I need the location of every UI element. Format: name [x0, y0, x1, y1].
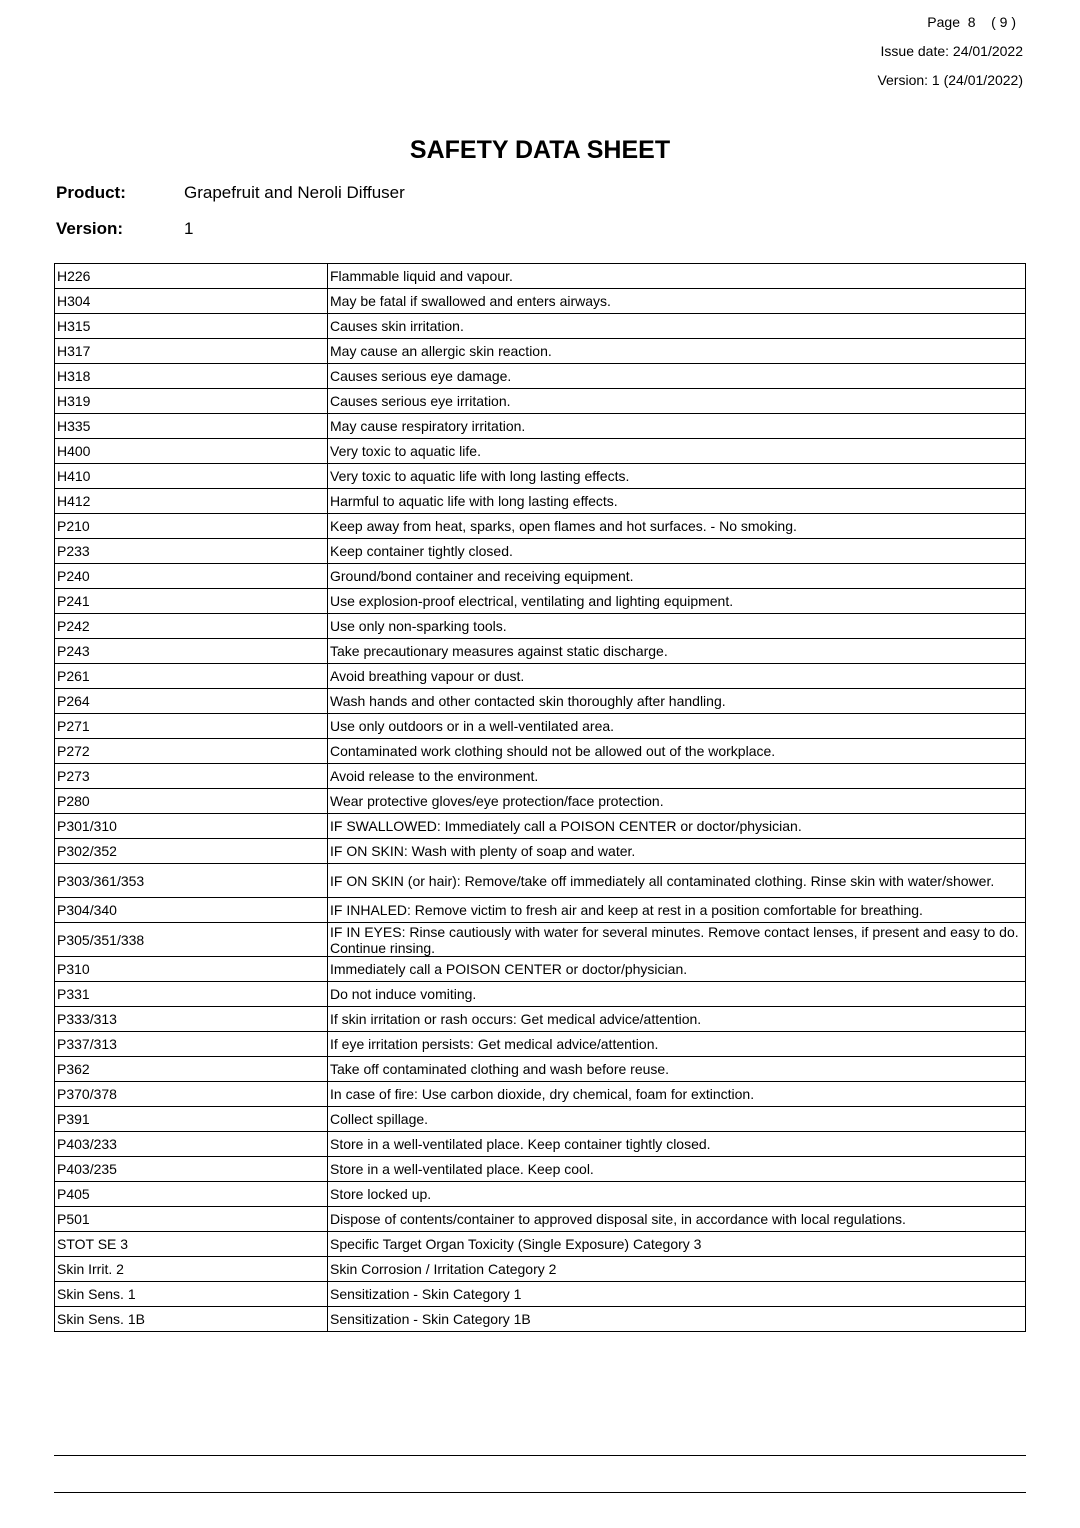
table-row — [55, 1182, 1026, 1207]
table-row — [55, 389, 1026, 414]
statement-text: Causes serious eye damage. — [328, 364, 1026, 389]
statement-code: H304 — [55, 289, 328, 314]
statement-code: P304/340 — [55, 898, 328, 923]
hazard-statements-table — [54, 263, 1026, 1332]
statement-text: Wear protective gloves/eye protection/face protection. — [328, 789, 1026, 814]
statement-text: IF IN EYES: Rinse cautiously with water for several minutes. Remove contact lenses, if present and easy to do. Continue rinsing. — [328, 923, 1026, 957]
statement-text: Very toxic to aquatic life with long lasting effects. — [328, 464, 1026, 489]
statement-code: P391 — [55, 1107, 328, 1132]
statement-text: Avoid release to the environment. — [328, 764, 1026, 789]
statement-text: Flammable liquid and vapour. — [328, 264, 1026, 289]
table-row — [55, 439, 1026, 464]
statement-text: IF INHALED: Remove victim to fresh air and keep at rest in a position comfortable for breathing. — [328, 898, 1026, 923]
statement-code: P273 — [55, 764, 328, 789]
statement-code: P242 — [55, 614, 328, 639]
statement-text: Dispose of contents/container to approved disposal site, in accordance with local regulations. — [328, 1207, 1026, 1232]
table-row — [55, 739, 1026, 764]
table-row — [55, 464, 1026, 489]
table-row — [55, 689, 1026, 714]
statement-code: P331 — [55, 982, 328, 1007]
statement-code: H317 — [55, 339, 328, 364]
statement-text: Sensitization - Skin Category 1 — [328, 1282, 1026, 1307]
statement-code: P280 — [55, 789, 328, 814]
statement-code: P210 — [55, 514, 328, 539]
statement-text: Immediately call a POISON CENTER or doctor/physician. — [328, 957, 1026, 982]
statement-text: Avoid breathing vapour or dust. — [328, 664, 1026, 689]
statement-text: Wash hands and other contacted skin thoroughly after handling. — [328, 689, 1026, 714]
table-row — [55, 1157, 1026, 1182]
footer-divider-top — [54, 1455, 1026, 1456]
statement-text: May cause an allergic skin reaction. — [328, 339, 1026, 364]
table-row — [55, 539, 1026, 564]
statement-code: P302/352 — [55, 839, 328, 864]
statement-text: Use only non-sparking tools. — [328, 614, 1026, 639]
statement-code: H318 — [55, 364, 328, 389]
statement-code: P261 — [55, 664, 328, 689]
version-date: Version: 1 (24/01/2022) — [877, 72, 1023, 88]
table-row — [55, 639, 1026, 664]
table-row — [55, 1232, 1026, 1257]
statement-code: H315 — [55, 314, 328, 339]
statement-text: If eye irritation persists: Get medical advice/attention. — [328, 1032, 1026, 1057]
table-row — [55, 514, 1026, 539]
table-row — [55, 339, 1026, 364]
statement-code: P272 — [55, 739, 328, 764]
table-row — [55, 1107, 1026, 1132]
table-row — [55, 714, 1026, 739]
statement-code: P310 — [55, 957, 328, 982]
statement-text: Use only outdoors or in a well-ventilated area. — [328, 714, 1026, 739]
statement-text: IF ON SKIN: Wash with plenty of soap and water. — [328, 839, 1026, 864]
statement-code: P243 — [55, 639, 328, 664]
statement-code: P264 — [55, 689, 328, 714]
table-row — [55, 898, 1026, 923]
statement-code: P362 — [55, 1057, 328, 1082]
statement-text: Collect spillage. — [328, 1107, 1026, 1132]
statement-code: H335 — [55, 414, 328, 439]
statement-text: IF ON SKIN (or hair): Remove/take off immediately all contaminated clothing. Rinse skin with water/shower. — [328, 864, 1026, 898]
table-row — [55, 864, 1026, 898]
table-row — [55, 264, 1026, 289]
statement-text: Ground/bond container and receiving equipment. — [328, 564, 1026, 589]
table-row — [55, 564, 1026, 589]
statement-text: Store locked up. — [328, 1182, 1026, 1207]
table-row — [55, 982, 1026, 1007]
issue-date: Issue date: 24/01/2022 — [880, 43, 1023, 59]
statement-code: H412 — [55, 489, 328, 514]
table-row — [55, 1032, 1026, 1057]
statement-text: Contaminated work clothing should not be allowed out of the workplace. — [328, 739, 1026, 764]
statement-code: H410 — [55, 464, 328, 489]
statement-code: P370/378 — [55, 1082, 328, 1107]
statement-text: IF SWALLOWED: Immediately call a POISON CENTER or doctor/physician. — [328, 814, 1026, 839]
statement-text: Sensitization - Skin Category 1B — [328, 1307, 1026, 1332]
statement-code: P337/313 — [55, 1032, 328, 1057]
table-row — [55, 414, 1026, 439]
statement-text: Keep container tightly closed. — [328, 539, 1026, 564]
statement-code: P240 — [55, 564, 328, 589]
statement-code: P403/233 — [55, 1132, 328, 1157]
table-row — [55, 289, 1026, 314]
table-row — [55, 814, 1026, 839]
document-title: SAFETY DATA SHEET — [409, 136, 671, 164]
statement-code: H400 — [55, 439, 328, 464]
statement-code: P271 — [55, 714, 328, 739]
table-row — [55, 664, 1026, 689]
table-row — [55, 314, 1026, 339]
statement-code: P305/351/338 — [55, 923, 328, 957]
table-row — [55, 789, 1026, 814]
statement-text: Specific Target Organ Toxicity (Single Exposure) Category 3 — [328, 1232, 1026, 1257]
table-row — [55, 1082, 1026, 1107]
statement-text: Very toxic to aquatic life. — [328, 439, 1026, 464]
statement-text: Do not induce vomiting. — [328, 982, 1026, 1007]
version-label: Version: — [56, 219, 124, 238]
hazard-statements-body — [55, 264, 1026, 1332]
statement-text: Store in a well-ventilated place. Keep cool. — [328, 1157, 1026, 1182]
statement-code: P405 — [55, 1182, 328, 1207]
statement-text: If skin irritation or rash occurs: Get medical advice/attention. — [328, 1007, 1026, 1032]
statement-code: P241 — [55, 589, 328, 614]
statement-text: Keep away from heat, sparks, open flames and hot surfaces. - No smoking. — [328, 514, 1026, 539]
statement-code: P501 — [55, 1207, 328, 1232]
statement-code: H319 — [55, 389, 328, 414]
statement-text: In case of fire: Use carbon dioxide, dry chemical, foam for extinction. — [328, 1082, 1026, 1107]
statement-text: Take off contaminated clothing and wash before reuse. — [328, 1057, 1026, 1082]
statement-text: Store in a well-ventilated place. Keep container tightly closed. — [328, 1132, 1026, 1157]
statement-text: Causes serious eye irritation. — [328, 389, 1026, 414]
statement-text: Harmful to aquatic life with long lasting effects. — [328, 489, 1026, 514]
statement-text: Take precautionary measures against static discharge. — [328, 639, 1026, 664]
table-row — [55, 1282, 1026, 1307]
statement-text: Causes skin irritation. — [328, 314, 1026, 339]
statement-code: Skin Sens. 1 — [55, 1282, 328, 1307]
statement-text: Skin Corrosion / Irritation Category 2 — [328, 1257, 1026, 1282]
table-row — [55, 839, 1026, 864]
table-row — [55, 489, 1026, 514]
footer-divider-bottom — [54, 1492, 1026, 1493]
table-row — [55, 589, 1026, 614]
table-row — [55, 1207, 1026, 1232]
statement-code: Skin Sens. 1B — [55, 1307, 328, 1332]
statement-code: Skin Irrit. 2 — [55, 1257, 328, 1282]
table-row — [55, 614, 1026, 639]
table-row — [55, 1132, 1026, 1157]
table-row — [55, 764, 1026, 789]
table-row — [55, 1257, 1026, 1282]
statement-code: P301/310 — [55, 814, 328, 839]
statement-code: P303/361/353 — [55, 864, 328, 898]
statement-code: H226 — [55, 264, 328, 289]
statement-code: P333/313 — [55, 1007, 328, 1032]
table-row — [55, 957, 1026, 982]
statement-text: May cause respiratory irritation. — [328, 414, 1026, 439]
statement-code: P233 — [55, 539, 328, 564]
table-row — [55, 923, 1026, 957]
statement-text: Use explosion-proof electrical, ventilating and lighting equipment. — [328, 589, 1026, 614]
table-row — [55, 1057, 1026, 1082]
product-label: Product: — [56, 183, 126, 202]
statement-text: May be fatal if swallowed and enters airways. — [328, 289, 1026, 314]
statement-code: STOT SE 3 — [55, 1232, 328, 1257]
table-row — [55, 1007, 1026, 1032]
table-row — [55, 1307, 1026, 1332]
statement-code: P403/235 — [55, 1157, 328, 1182]
product-name: Grapefruit and Neroli Diffuser — [184, 183, 405, 202]
version-number: 1 — [184, 219, 194, 238]
table-row — [55, 364, 1026, 389]
page-number: Page 8 ( 9 ) — [927, 14, 1016, 30]
